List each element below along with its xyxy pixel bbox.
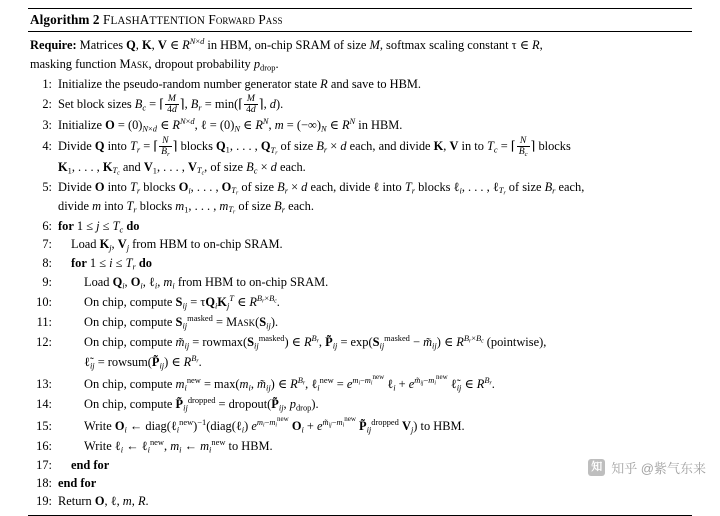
step-number: 10:	[36, 295, 52, 310]
step-text: for $1 \le i \le T_r$ do	[71, 256, 152, 272]
require-line-1: Require: Matrices Q, K, V ∈ $R^{N\times d}$ in HBM, on-chip SRAM of size M, softmax scaling constant τ ∈ R,	[30, 36, 543, 53]
step-text: end for	[58, 475, 97, 490]
require-label: Require:	[30, 38, 77, 53]
step-number: 2:	[42, 97, 52, 112]
algorithm-title	[28, 9, 692, 31]
step-number: 12:	[36, 335, 52, 350]
step-number: 16:	[36, 438, 52, 453]
algorithm-step	[30, 94, 692, 115]
step-text: Write $O_i$ ← diag(ℓ$_i^{new}$)$^{-1}$(diag(ℓ$_i$) $e^{m_i-m_i^{new}}$ $O_i + e^{m̃_{ij}-m_i^{new}}$ $P̃_{ij}^{dropped}$ $V_j$) to HBM.	[84, 414, 465, 435]
step-text: Set block sizes $B_c$ = ⌈ $\frac{M}{4d}$ ⌉, $B_r$ = min(⌈ $\frac{M}{4d}$ ⌉, d).	[58, 93, 284, 116]
algorithm-step	[30, 373, 692, 394]
algorithm-step	[30, 136, 692, 178]
step-text: Initialize $O = (0)_{N\times d}$ ∈ $R^{N\times d}$, ℓ = $(0)_N$ ∈ $R^N$, $m = (-\infty)_N$ ∈ $R^N$ in HBM.	[58, 116, 403, 134]
step-text: Load $Q_i$, $O_i$, ℓ$_i$, $m_i$ from HBM to on-chip SRAM.	[84, 275, 329, 291]
algorithm-step	[30, 415, 692, 436]
step-text: On chip, compute $P̃_{ij}^{dropped}$ = $dropout(P̃_{ij}$, $p_{drop}$).	[84, 394, 319, 413]
algorithm-step	[30, 293, 692, 312]
step-number: 6:	[42, 218, 52, 233]
step-text: On chip, compute $m̃_{ij} = rowmax(S_{ij}^{masked})$ ∈ $R^{B_r}$, $P̃_{ij} = \exp(S_{ij}^{masked}$ − $m̃_{ij}$) ∈ $R^{B_r\times B_c}$ (pointwise), $\ell̃_{ij}$ = $rowsum(P̃_{ij})$ ∈ $R^{B_r}$.	[84, 333, 547, 371]
algorithm-step	[30, 255, 692, 273]
algorithm-step	[30, 116, 692, 135]
algorithm-step	[30, 437, 692, 456]
step-number: 18:	[36, 475, 52, 490]
algorithm-step	[30, 218, 692, 236]
algorithm-label: Algorithm 2	[30, 12, 100, 27]
step-text: Return O, ℓ, m, R.	[58, 494, 149, 509]
algorithm-name: FLASHATTENTION Forward Pass	[103, 12, 283, 27]
watermark	[588, 458, 706, 477]
algorithm-step	[30, 493, 692, 511]
step-text: Divide Q into $T_r$ = ⌈ $\frac{N}{B_r}$ ⌉ blocks $Q_1$, . . . , $Q_{T_r}$ of size $B_r \times d$ each, and divide K, V in to $T_c$ = ⌈ $\frac{N}{B_c}$ ⌉ blocks $K_1$, . . . , $K_{T_c}$ and $V_1$, . . . , $V_{T_c}$, of size $B_c \times d$ each.	[58, 135, 571, 178]
step-text: Initialize the pseudo-random number generator state R and save to HBM.	[58, 77, 422, 92]
step-number: 15:	[36, 418, 52, 433]
algorithm-step	[30, 333, 692, 372]
algorithm-step	[30, 274, 692, 292]
step-text: On chip, compute $S_{ij} = \tau Q_iK_j^T$ ∈ $R^{B_r\times B_c}$.	[84, 293, 280, 311]
algorithm-step	[30, 313, 692, 332]
step-text: end for	[71, 457, 110, 472]
step-text: On chip, compute $S_{ij}^{masked}$ = $Mask(S_{ij})$.	[84, 313, 279, 331]
require-line-2: masking function Mask, dropout probability $p_{drop}$.	[30, 56, 279, 73]
step-number: 5:	[42, 179, 52, 194]
algorithm-step	[30, 475, 692, 493]
watermark-text: 知乎 @紫气东来	[611, 461, 706, 476]
algorithm-body	[28, 32, 692, 515]
step-number: 1:	[42, 77, 52, 92]
step-text: Load $K_j$, $V_j$ from HBM to on-chip SRAM.	[71, 237, 283, 253]
step-number: 19:	[36, 494, 52, 509]
step-number: 14:	[36, 396, 52, 411]
step-text: Write ℓ$_i$ ← ℓ$_i^{new}$, $m_i$ ← $m_i^{new}$ to HBM.	[84, 436, 273, 455]
algorithm-step	[30, 236, 692, 254]
algorithm-step	[30, 395, 692, 414]
step-number: 11:	[36, 315, 52, 330]
step-number: 3:	[42, 118, 52, 133]
step-number: 17:	[36, 457, 52, 472]
step-text: Divide O into $T_r$ blocks $O_i$, . . . , $O_{T_r}$ of size $B_r \times d$ each, divide ℓ into $T_r$ blocks ℓ$_i$, . . . , ℓ$_{T_r}$ of size $B_r$ each, divide m into $T_r$ blocks $m_1$, . . . , $m_{T_r}$ of size $B_r$ each.	[58, 179, 585, 216]
step-number: 8:	[42, 256, 52, 271]
step-number: 7:	[42, 237, 52, 252]
step-number: 4:	[42, 139, 52, 154]
algorithm-block	[28, 8, 692, 516]
algorithm-step	[30, 179, 692, 217]
step-text: for $1 \le j \le T_c$ do	[58, 218, 140, 234]
algorithm-step	[30, 76, 692, 94]
step-text: On chip, compute $m_i^{new} = \max(m_i$, $m̃_{ij}$) ∈ $R^{B_r}$, ℓ$_i^{new}$ = $e^{m_i-m_i^{new}}$ ℓ$_i$ + $e^{m̃_{ij}-m_i^{new}}$ $\ell̃_{ij}$ ∈ $R^{B_r}$.	[84, 372, 495, 393]
step-number: 9:	[42, 275, 52, 290]
step-number: 13:	[36, 376, 52, 391]
zhihu-logo-icon: 知	[588, 459, 605, 476]
